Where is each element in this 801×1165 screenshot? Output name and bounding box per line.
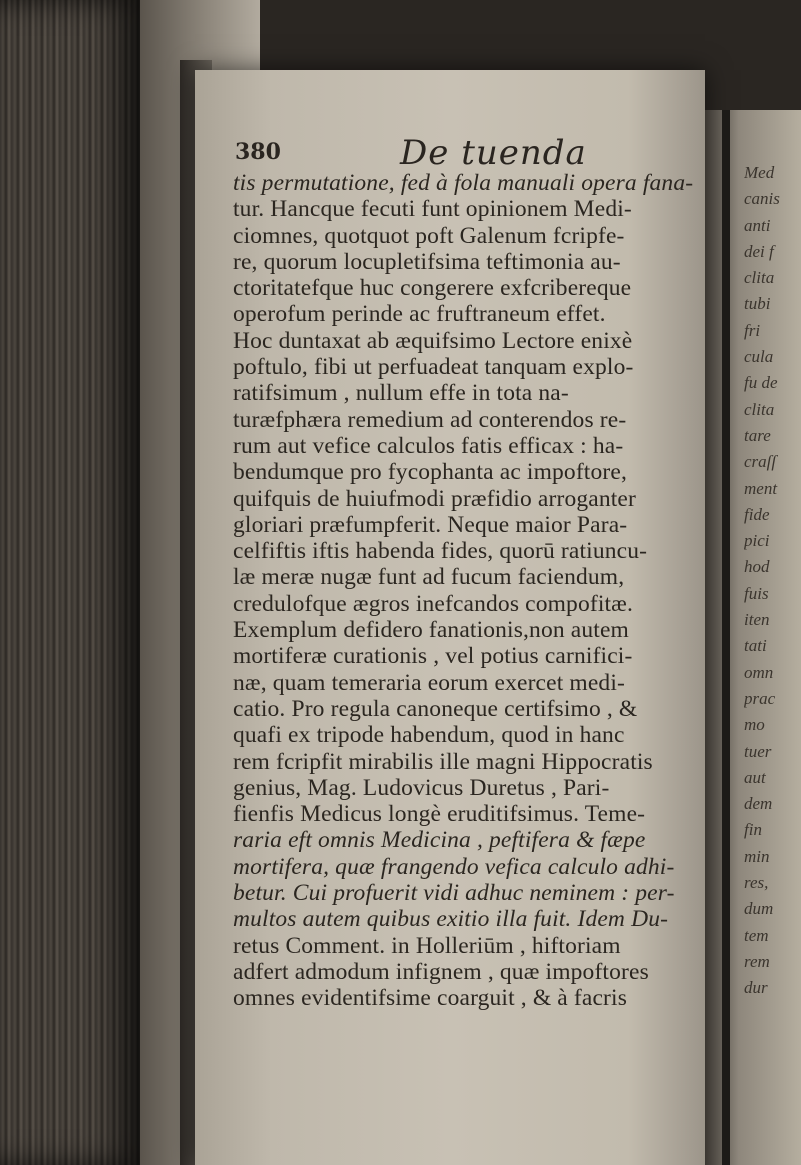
margin-fragment: clita	[744, 399, 775, 419]
margin-fragment: pici	[744, 531, 770, 551]
margin-fragment: mo	[744, 715, 765, 735]
text-line: raria eft omnis Medicina , peftifera & fæpe	[233, 827, 646, 854]
margin-fragment: fin	[744, 820, 762, 840]
margin-fragment: prac	[744, 688, 776, 708]
text-line: Exemplum defidero fanationis,non autem	[233, 617, 629, 644]
margin-fragment: craſſ	[744, 452, 777, 472]
margin-fragment: aut	[744, 767, 766, 787]
text-line: betur. Cui profuerit vidi adhuc neminem : per-	[233, 880, 675, 907]
margin-fragment: dem	[744, 794, 773, 814]
margin-fragment: min	[744, 846, 770, 866]
margin-fragment: tare	[744, 425, 771, 445]
right-gutter	[722, 110, 730, 1165]
text-line: Hoc duntaxat ab æquifsimo Lectore enixè	[233, 327, 633, 354]
text-line: gloriari præfumpferit. Neque maior Para-	[233, 511, 628, 538]
text-line: ratifsimum , nullum effe in tota na-	[233, 380, 569, 407]
text-line: operofum perinde ac fruftraneum effet.	[233, 301, 606, 328]
text-line: genius, Mag. Ludovicus Duretus , Pari-	[233, 774, 610, 801]
adjacent-book-block	[0, 0, 140, 1165]
text-line: mortiferæ curationis , vel potius carnifici-	[233, 643, 633, 670]
margin-fragment: cula	[744, 347, 774, 367]
text-line: rum aut vefice calculos fatis efficax : ha-	[233, 432, 624, 459]
margin-fragment: dei f	[744, 241, 774, 261]
margin-fragment: fri	[744, 320, 761, 340]
text-line: credulofque ægros inefcandos compofitæ.	[233, 590, 634, 617]
margin-fragment: dum	[744, 899, 774, 919]
margin-fragment: dur	[744, 978, 768, 998]
margin-fragment: tati	[744, 636, 767, 656]
margin-fragment: Med	[744, 163, 775, 182]
page-number: 380	[235, 139, 281, 165]
text-line: adfert admodum infignem , quæ impoftores	[233, 958, 649, 985]
margin-fragment: ment	[744, 478, 778, 498]
margin-fragment: hod	[744, 557, 770, 577]
text-line: fienfis Medicus longè eruditifsimus. Teme-	[233, 801, 646, 828]
margin-fragment: tuer	[744, 741, 772, 761]
running-head: De tuenda	[400, 133, 587, 173]
text-line: catio. Pro regula canoneque certifsimo , &	[233, 695, 638, 722]
facing-page-margin-text	[744, 160, 800, 1002]
text-line: rem fcripfit mirabilis ille magni Hippocratis	[233, 748, 653, 775]
margin-fragment: omn	[744, 662, 774, 682]
margin-fragment: tubi	[744, 294, 771, 314]
text-line: læ meræ nugæ funt ad fucum faciendum,	[233, 564, 625, 591]
margin-fragment: res,	[744, 873, 769, 893]
body-text	[233, 170, 693, 1012]
text-line: næ, quam temeraria eorum exercet medi-	[233, 669, 625, 696]
text-line: bendumque pro fycophanta ac impoftore,	[233, 459, 627, 486]
margin-fragment: tem	[744, 925, 769, 945]
text-line: multos autem quibus exitio illa fuit. Idem Du-	[233, 906, 669, 933]
text-line: poftulo, fibi ut perfuadeat tanquam explo-	[233, 354, 634, 381]
text-line: turæfphæra remedium ad conterendos re-	[233, 406, 627, 433]
text-line: mortifera, quæ frangendo vefica calculo adhi-	[233, 853, 675, 880]
margin-fragment: fuis	[744, 583, 769, 603]
text-line: omnes evidentifsime coarguit , & à facris	[233, 985, 628, 1012]
text-line: re, quorum locupletifsima teftimonia au-	[233, 248, 621, 275]
margin-fragment: rem	[744, 951, 770, 971]
text-line: tis permutatione, fed à fola manuali opera fana-	[233, 170, 694, 196]
margin-fragment: clita	[744, 268, 775, 288]
text-line: celfiftis iftis habenda fides, quorū ratiuncu-	[233, 538, 648, 565]
margin-fragment: anti	[744, 215, 771, 235]
text-line: retus Comment. in Holleriūm , hiftoriam	[233, 932, 621, 959]
margin-fragment: canis	[744, 189, 780, 209]
margin-fragment: iten	[744, 610, 770, 630]
text-line: tur. Hancque fecuti funt opinionem Medi-	[233, 196, 632, 223]
page-header	[235, 135, 675, 175]
text-line: ctoritatefque huc congerere exfcribereque	[233, 275, 632, 302]
text-line: quafi ex tripode habendum, quod in hanc	[233, 722, 625, 749]
margin-fragment: fide	[744, 504, 770, 524]
text-line: quifquis de huiufmodi præfidio arroganter	[233, 485, 636, 512]
margin-fragment: fu de	[744, 373, 778, 393]
text-line: ciomnes, quotquot poft Galenum fcripfe-	[233, 222, 625, 249]
